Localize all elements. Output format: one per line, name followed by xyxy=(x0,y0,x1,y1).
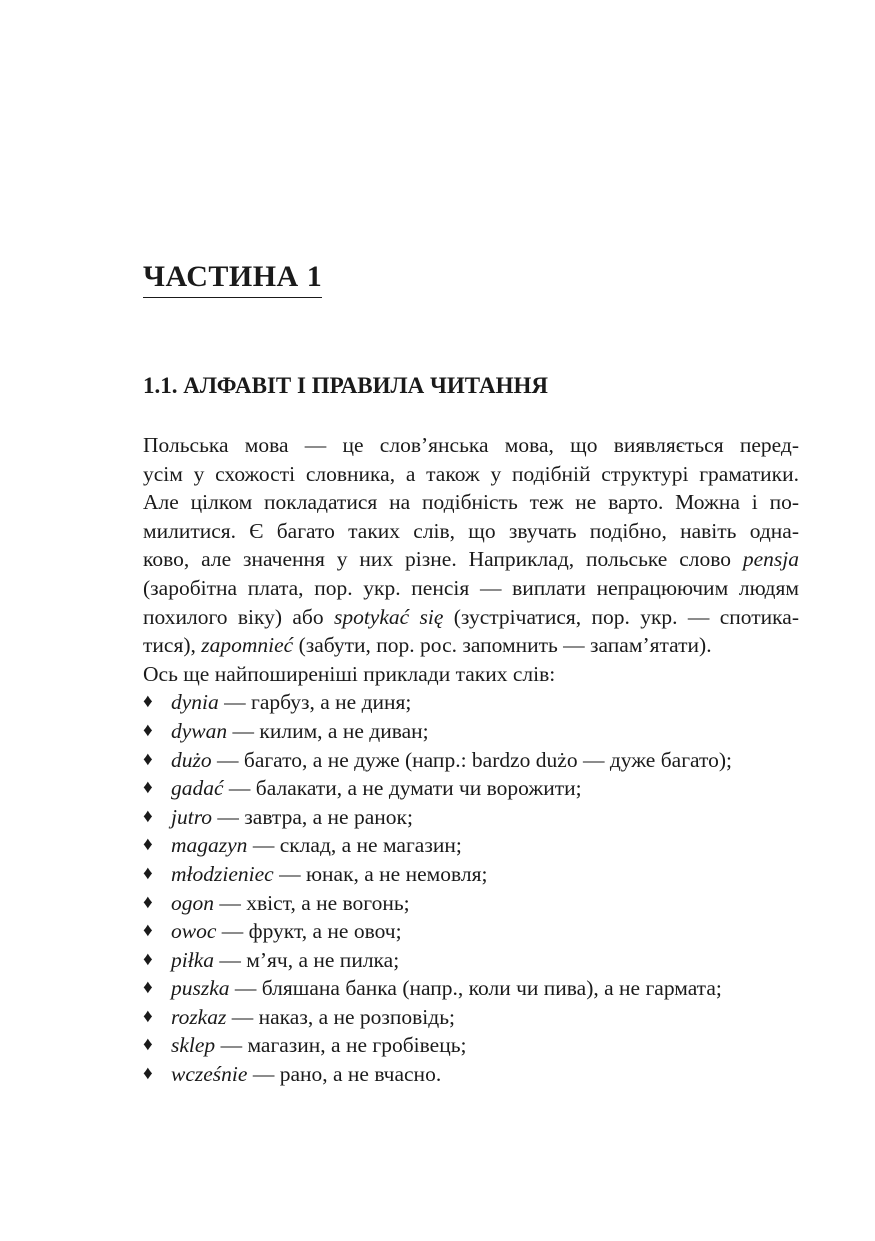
list-item xyxy=(118,1031,799,1060)
examples-list xyxy=(118,688,799,1088)
polish-term: zapomnieć xyxy=(201,633,294,658)
diamond-bullet-icon: ♦ xyxy=(143,920,153,942)
term-meaning: — юнак, а не немовля; xyxy=(273,861,488,886)
intro-line xyxy=(118,603,799,632)
intro-text: (забути, пор. рос. запомнить — запам’ятати). xyxy=(293,633,712,658)
polish-term: rozkaz xyxy=(171,1004,227,1029)
polish-term: spotykać się xyxy=(333,604,444,629)
list-item xyxy=(118,917,799,946)
list-item xyxy=(118,1003,799,1032)
diamond-bullet-icon: ♦ xyxy=(143,948,153,970)
diamond-bullet-icon: ♦ xyxy=(143,719,153,741)
term-meaning: — м’яч, а не пилка; xyxy=(214,947,400,972)
intro-line: милитися. Є багато таких слів, що звучать подібно, навіть одна- xyxy=(143,518,799,543)
intro-line xyxy=(118,545,799,574)
intro-line: (заробітна плата, пор. укр. пенсія — виплати непрацюючим людям xyxy=(143,575,799,600)
diamond-bullet-icon: ♦ xyxy=(143,1034,153,1056)
polish-term: sklep xyxy=(171,1033,216,1058)
diamond-bullet-icon: ♦ xyxy=(143,691,153,713)
list-item xyxy=(118,746,799,775)
list-item xyxy=(118,889,799,918)
intro-text: (зустрічатися, пор. укр. — спотика- xyxy=(443,604,799,629)
term-meaning: — завтра, а не ранок; xyxy=(212,804,413,829)
term-meaning: — склад, а не магазин; xyxy=(247,833,462,858)
term-meaning: — рано, а не вчасно. xyxy=(247,1062,442,1087)
section-title: 1.1. АЛФАВІТ І ПРАВИЛА ЧИТАННЯ xyxy=(143,373,548,398)
diamond-bullet-icon: ♦ xyxy=(143,834,153,856)
term-meaning: — магазин, а не гробівець; xyxy=(215,1033,467,1058)
term-meaning: — балакати, а не думати чи ворожити; xyxy=(223,776,582,801)
part-title: ЧАСТИНА 1 xyxy=(143,259,322,298)
polish-term: gadać xyxy=(171,776,224,801)
list-item xyxy=(118,803,799,832)
diamond-bullet-icon: ♦ xyxy=(143,1063,153,1085)
term-meaning: — бляшана банка (напр., коли чи пива), а не гармата; xyxy=(229,976,722,1001)
list-item xyxy=(118,974,799,1003)
term-meaning: — багато, а не дуже (напр.: bardzo dużo — дуже багато); xyxy=(211,747,733,772)
intro-text: ково, але значення у них різне. Наприклад, польське слово xyxy=(143,547,743,572)
polish-term: magazyn xyxy=(171,833,248,858)
list-item xyxy=(118,1060,799,1089)
polish-term: młodzieniec xyxy=(171,861,274,886)
polish-term: puszka xyxy=(171,976,230,1001)
intro-line: усім у схожості словника, а також у подібній структурі граматики. xyxy=(143,461,799,486)
polish-term: wcześnie xyxy=(171,1062,248,1087)
diamond-bullet-icon: ♦ xyxy=(143,805,153,827)
polish-term: jutro xyxy=(171,804,213,829)
diamond-bullet-icon: ♦ xyxy=(143,977,153,999)
term-meaning: — наказ, а не розповідь; xyxy=(226,1004,455,1029)
polish-term: dużo xyxy=(171,747,212,772)
polish-term: owoc xyxy=(171,919,217,944)
list-item xyxy=(118,860,799,889)
list-item xyxy=(118,688,799,717)
term-meaning: — гарбуз, а не диня; xyxy=(218,690,412,715)
diamond-bullet-icon: ♦ xyxy=(143,891,153,913)
polish-term: pensja xyxy=(742,547,799,572)
term-meaning: — килим, а не диван; xyxy=(227,718,429,743)
term-meaning: — хвіст, а не вогонь; xyxy=(214,890,410,915)
diamond-bullet-icon: ♦ xyxy=(143,748,153,770)
intro-text: похилого віку) або xyxy=(143,604,334,629)
term-meaning: — фрукт, а не овоч; xyxy=(216,919,402,944)
list-intro: Ось ще найпоширеніші приклади таких слів: xyxy=(143,661,556,686)
intro-line xyxy=(118,631,799,660)
body-text xyxy=(118,431,799,1089)
intro-line: Але цілком покладатися на подібність теж не варто. Можна і по- xyxy=(143,490,799,515)
polish-term: ogon xyxy=(171,890,214,915)
intro-line: Польська мова — це слов’янська мова, що виявляється перед- xyxy=(143,433,799,457)
diamond-bullet-icon: ♦ xyxy=(143,862,153,884)
intro-text: тися), xyxy=(143,633,202,658)
polish-term: piłka xyxy=(171,947,214,972)
list-item xyxy=(118,946,799,975)
polish-term: dynia xyxy=(171,690,219,715)
list-item xyxy=(118,774,799,803)
diamond-bullet-icon: ♦ xyxy=(143,777,153,799)
list-item xyxy=(118,831,799,860)
intro-paragraph xyxy=(118,431,799,660)
diamond-bullet-icon: ♦ xyxy=(143,1005,153,1027)
list-item xyxy=(118,717,799,746)
polish-term: dywan xyxy=(171,718,228,743)
